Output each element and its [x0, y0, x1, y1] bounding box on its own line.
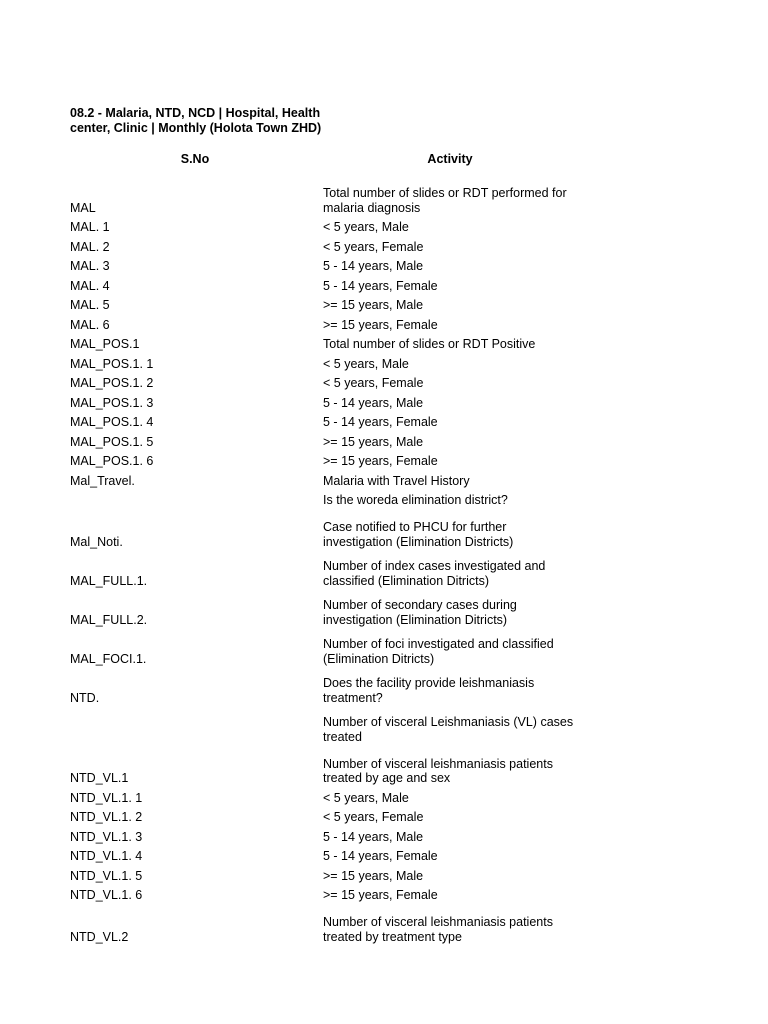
- table-row: [0, 805, 768, 825]
- row-code: NTD_VL.1. 4: [70, 849, 143, 863]
- row-code: MAL_POS.1. 2: [70, 376, 154, 390]
- table-row: [0, 410, 768, 430]
- table-row: [0, 371, 768, 391]
- row-activity: >= 15 years, Female: [323, 317, 438, 332]
- row-activity: Malaria with Travel History: [323, 473, 470, 488]
- row-code: NTD_VL.2: [70, 929, 129, 944]
- row-code: NTD_VL.1. 3: [70, 829, 143, 844]
- row-activity: Does the facility provide leishmaniasis treatment?: [323, 676, 535, 705]
- row-activity: >= 15 years, Male: [323, 298, 424, 312]
- row-code: NTD_VL.1. 5: [70, 868, 143, 883]
- row-code: MAL_POS.1. 1: [70, 356, 154, 371]
- row-activity: >= 15 years, Female: [323, 888, 438, 902]
- row-code: MAL. 6: [70, 317, 110, 332]
- row-code: MAL_POS.1. 5: [70, 434, 154, 449]
- row-activity: Number of index cases investigated and classified (Elimination Ditricts): [323, 559, 546, 588]
- table-row: [0, 430, 768, 450]
- table-row: [0, 705, 768, 744]
- table-row: [0, 352, 768, 372]
- table-row: [0, 864, 768, 884]
- row-activity: < 5 years, Female: [323, 810, 424, 824]
- row-activity: < 5 years, Male: [323, 220, 409, 234]
- row-activity: Is the woreda elimination district?: [323, 493, 508, 507]
- row-activity: Total number of slides or RDT Positive: [323, 337, 536, 351]
- table-row: [0, 508, 768, 550]
- row-code: NTD.: [70, 690, 100, 705]
- row-activity: Number of visceral leishmaniasis patients treated by treatment type: [323, 915, 553, 944]
- column-header-activity: Activity: [427, 152, 473, 166]
- row-code: MAL_POS.1. 4: [70, 415, 154, 429]
- table-row: [0, 786, 768, 806]
- row-code: MAL_POS.1. 6: [70, 454, 154, 468]
- row-activity: 5 - 14 years, Male: [323, 395, 424, 410]
- row-activity: 5 - 14 years, Male: [323, 259, 424, 273]
- row-code: Mal_Travel.: [70, 473, 135, 488]
- table-row: [0, 449, 768, 469]
- table-row: [0, 215, 768, 235]
- table-row: [0, 666, 768, 705]
- table-row: [0, 235, 768, 255]
- table-row: [0, 627, 768, 666]
- row-activity: 5 - 14 years, Female: [323, 278, 438, 293]
- table-row: [0, 293, 768, 313]
- row-activity: >= 15 years, Male: [323, 434, 424, 449]
- table-row: [0, 313, 768, 333]
- row-code: MAL_POS.1. 3: [70, 395, 154, 410]
- table-row: [0, 176, 768, 215]
- table-row: [0, 488, 768, 508]
- row-activity: Number of secondary cases during investigation (Elimination Ditricts): [323, 598, 517, 627]
- row-code: MAL. 3: [70, 259, 110, 273]
- row-code: Mal_Noti.: [70, 534, 123, 549]
- table-row: [0, 469, 768, 489]
- row-activity: < 5 years, Female: [323, 239, 424, 254]
- row-code: MAL_FOCI.1.: [70, 651, 147, 666]
- row-code: NTD_VL.1: [70, 771, 129, 785]
- row-activity: < 5 years, Male: [323, 790, 409, 805]
- row-activity: Case notified to PHCU for further investigation (Elimination Districts): [323, 520, 514, 549]
- row-activity: 5 - 14 years, Female: [323, 415, 438, 429]
- table-row: [0, 825, 768, 845]
- row-code: MAL. 2: [70, 239, 110, 254]
- row-activity: 5 - 14 years, Male: [323, 829, 424, 844]
- table-row: [0, 332, 768, 352]
- row-activity: Total number of slides or RDT performed for malaria diagnosis: [323, 186, 567, 215]
- row-activity: >= 15 years, Female: [323, 454, 438, 468]
- table-row: [0, 744, 768, 786]
- row-code: NTD_VL.1. 6: [70, 888, 143, 902]
- row-code: MAL. 5: [70, 298, 110, 312]
- row-code: NTD_VL.1. 2: [70, 810, 143, 824]
- row-activity: Number of visceral leishmaniasis patients treated by age and sex: [323, 756, 553, 785]
- row-code: MAL: [70, 200, 96, 215]
- row-code: MAL. 1: [70, 220, 110, 234]
- table-row: [0, 274, 768, 294]
- row-code: MAL. 4: [70, 278, 110, 293]
- table-row: [0, 844, 768, 864]
- row-code: MAL_POS.1: [70, 337, 140, 351]
- table-row: [0, 254, 768, 274]
- row-activity: < 5 years, Male: [323, 356, 409, 371]
- row-activity: Number of visceral Leishmaniasis (VL) cases treated: [323, 715, 574, 744]
- column-header-sno: S.No: [180, 152, 210, 166]
- row-activity: < 5 years, Female: [323, 376, 424, 390]
- row-activity: >= 15 years, Male: [323, 868, 424, 883]
- document-title: 08.2 - Malaria, NTD, NCD | Hospital, Health center, Clinic | Monthly (Holota Town ZHD): [70, 106, 322, 135]
- row-code: MAL_FULL.1.: [70, 573, 148, 588]
- row-code: NTD_VL.1. 1: [70, 790, 143, 805]
- row-code: MAL_FULL.2.: [70, 612, 148, 627]
- table-row: [0, 588, 768, 627]
- table-row: [0, 391, 768, 411]
- table-row: [0, 549, 768, 588]
- row-activity: Number of foci investigated and classified (Elimination Ditricts): [323, 637, 554, 666]
- table-row: [0, 903, 768, 945]
- table-row: [0, 883, 768, 903]
- indicator-table: [0, 176, 768, 944]
- row-activity: 5 - 14 years, Female: [323, 849, 438, 863]
